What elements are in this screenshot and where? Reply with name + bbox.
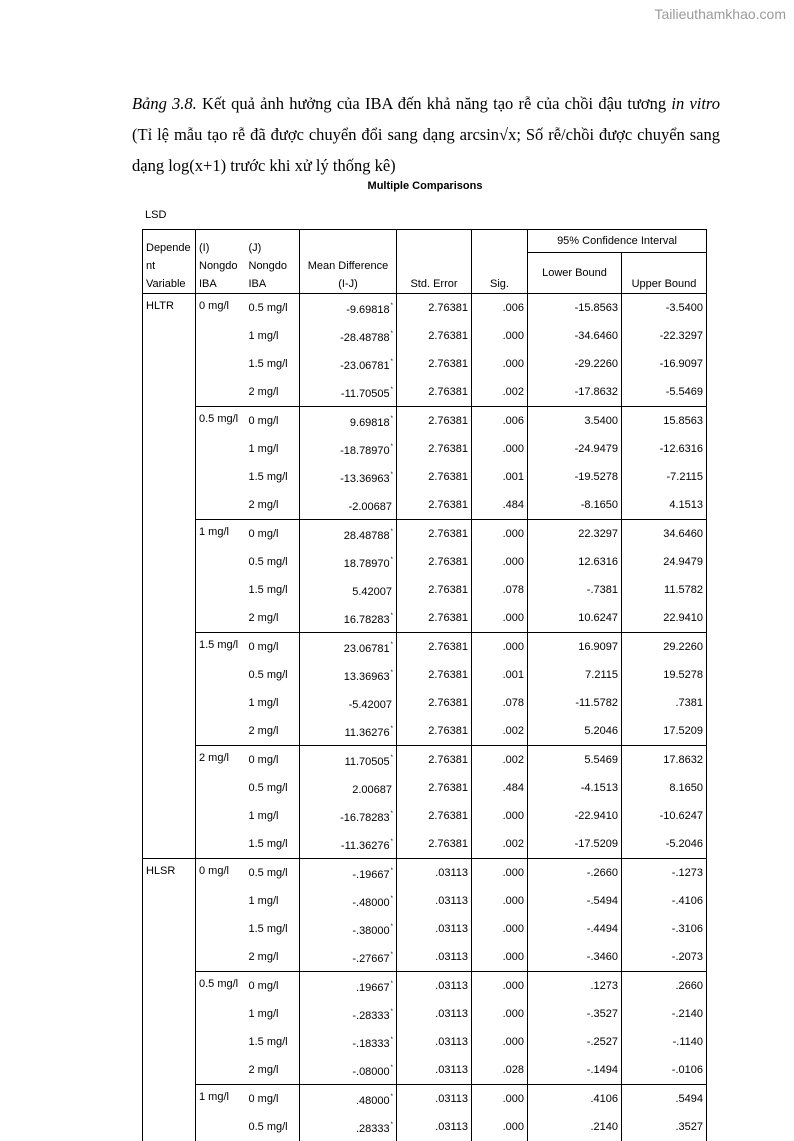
- sig-cell: .000: [472, 1028, 528, 1056]
- lower-bound-cell: -.5494: [528, 887, 622, 915]
- mean-difference-cell: .19667*: [300, 972, 397, 1001]
- j-level-cell: 0.5 mg/l: [246, 548, 300, 576]
- significance-star: *: [391, 811, 393, 817]
- sig-cell: .028: [472, 1056, 528, 1085]
- lower-bound-cell: 3.5400: [528, 407, 622, 436]
- i-level-cell: 0.5 mg/l: [196, 407, 246, 520]
- std-error-cell: 2.76381: [397, 491, 472, 520]
- upper-bound-cell: .5494: [622, 1085, 707, 1114]
- std-error-cell: .03113: [397, 1056, 472, 1085]
- i-level-cell: 0.5 mg/l: [196, 972, 246, 1085]
- std-error-cell: 2.76381: [397, 322, 472, 350]
- table-row: [143, 746, 707, 775]
- lower-bound-cell: .4106: [528, 1085, 622, 1114]
- j-level-cell: 1.5 mg/l: [246, 915, 300, 943]
- upper-bound-cell: 19.5278: [622, 661, 707, 689]
- std-error-cell: 2.76381: [397, 604, 472, 633]
- j-level-cell: 0 mg/l: [246, 746, 300, 775]
- significance-star: *: [391, 839, 393, 845]
- mean-difference-cell: -2.00687: [300, 491, 397, 520]
- j-level-cell: 1.5 mg/l: [246, 576, 300, 604]
- upper-bound-cell: -10.6247: [622, 802, 707, 830]
- lower-bound-cell: -.3460: [528, 943, 622, 972]
- sig-cell: .000: [472, 887, 528, 915]
- sig-cell: .000: [472, 915, 528, 943]
- sig-cell: .002: [472, 717, 528, 746]
- significance-star: *: [391, 1094, 393, 1100]
- mean-difference-cell: -.38000*: [300, 915, 397, 943]
- upper-bound-cell: 17.5209: [622, 717, 707, 746]
- upper-bound-cell: -22.3297: [622, 322, 707, 350]
- j-level-cell: 2 mg/l: [246, 1056, 300, 1085]
- caption-label: Bảng 3.8.: [132, 94, 197, 113]
- sig-cell: .000: [472, 943, 528, 972]
- sig-cell: .000: [472, 548, 528, 576]
- j-level-cell: 0.5 mg/l: [246, 859, 300, 888]
- sig-cell: .000: [472, 1113, 528, 1141]
- j-level-cell: 2 mg/l: [246, 717, 300, 746]
- upper-bound-cell: -7.2115: [622, 463, 707, 491]
- upper-bound-cell: .3527: [622, 1113, 707, 1141]
- significance-star: *: [391, 755, 393, 761]
- sig-cell: .000: [472, 633, 528, 662]
- table-row: [143, 1085, 707, 1114]
- lower-bound-cell: 12.6316: [528, 548, 622, 576]
- significance-star: *: [391, 557, 393, 563]
- mean-difference-cell: 28.48788*: [300, 520, 397, 549]
- i-level-cell: 2 mg/l: [196, 746, 246, 859]
- sig-cell: .006: [472, 407, 528, 436]
- lower-bound-cell: -24.9479: [528, 435, 622, 463]
- lower-bound-cell: -8.1650: [528, 491, 622, 520]
- mean-difference-cell: -.27667*: [300, 943, 397, 972]
- mean-difference-cell: -9.69818*: [300, 294, 397, 323]
- significance-star: *: [391, 670, 393, 676]
- significance-star: *: [391, 359, 393, 365]
- table-row: [143, 859, 707, 888]
- mean-difference-cell: 13.36963*: [300, 661, 397, 689]
- mean-difference-cell: -23.06781*: [300, 350, 397, 378]
- upper-bound-cell: -.3106: [622, 915, 707, 943]
- mean-difference-cell: 11.70505*: [300, 746, 397, 775]
- j-level-cell: 0 mg/l: [246, 633, 300, 662]
- lower-bound-cell: -34.6460: [528, 322, 622, 350]
- std-error-cell: 2.76381: [397, 576, 472, 604]
- sig-cell: .484: [472, 774, 528, 802]
- i-level-cell: 1.5 mg/l: [196, 633, 246, 746]
- significance-star: *: [391, 1037, 393, 1043]
- upper-bound-cell: 29.2260: [622, 633, 707, 662]
- table-row: [143, 972, 707, 1001]
- j-level-cell: 1 mg/l: [246, 802, 300, 830]
- lower-bound-cell: -15.8563: [528, 294, 622, 323]
- std-error-cell: 2.76381: [397, 294, 472, 323]
- j-level-cell: 1.5 mg/l: [246, 830, 300, 859]
- mean-difference-cell: .48000*: [300, 1085, 397, 1114]
- upper-bound-cell: .7381: [622, 689, 707, 717]
- std-error-cell: 2.76381: [397, 633, 472, 662]
- j-level-cell: 1 mg/l: [246, 1000, 300, 1028]
- header-i: (I) Nongdo IBA: [196, 230, 246, 294]
- mean-difference-cell: 16.78283*: [300, 604, 397, 633]
- j-level-cell: 0.5 mg/l: [246, 661, 300, 689]
- header-lower-bound: Lower Bound: [528, 253, 622, 294]
- std-error-cell: 2.76381: [397, 548, 472, 576]
- sig-cell: .000: [472, 322, 528, 350]
- sig-cell: .000: [472, 802, 528, 830]
- std-error-cell: .03113: [397, 1113, 472, 1141]
- i-level-cell: 0 mg/l: [196, 294, 246, 407]
- lower-bound-cell: -.7381: [528, 576, 622, 604]
- std-error-cell: 2.76381: [397, 378, 472, 407]
- significance-star: *: [391, 868, 393, 874]
- header-std-error: Std. Error: [397, 230, 472, 294]
- std-error-cell: .03113: [397, 1085, 472, 1114]
- mean-difference-cell: .28333*: [300, 1113, 397, 1141]
- sig-cell: .006: [472, 294, 528, 323]
- j-level-cell: 1.5 mg/l: [246, 1028, 300, 1056]
- header-sig: Sig.: [472, 230, 528, 294]
- caption-text-1: Kết quả ảnh hưởng của IBA đến khả năng tạo rễ của chồi đậu tương: [197, 94, 672, 113]
- header-upper-bound: Upper Bound: [622, 253, 707, 294]
- sig-cell: .000: [472, 520, 528, 549]
- std-error-cell: 2.76381: [397, 689, 472, 717]
- table-row: [143, 407, 707, 436]
- significance-star: *: [391, 1009, 393, 1015]
- lower-bound-cell: -.2527: [528, 1028, 622, 1056]
- significance-star: *: [391, 444, 393, 450]
- lower-bound-cell: -.2660: [528, 859, 622, 888]
- std-error-cell: 2.76381: [397, 717, 472, 746]
- upper-bound-cell: 11.5782: [622, 576, 707, 604]
- mean-difference-cell: 9.69818*: [300, 407, 397, 436]
- caption-italic: in vitro: [671, 94, 720, 113]
- i-level-cell: 0 mg/l: [196, 859, 246, 972]
- multiple-comparisons-table: [142, 229, 707, 1141]
- mean-difference-cell: -28.48788*: [300, 322, 397, 350]
- dependent-variable-cell: HLTR: [143, 294, 196, 859]
- std-error-cell: .03113: [397, 1000, 472, 1028]
- sig-cell: .002: [472, 830, 528, 859]
- std-error-cell: .03113: [397, 943, 472, 972]
- table-body: [143, 294, 707, 1141]
- mean-difference-cell: -16.78283*: [300, 802, 397, 830]
- sig-cell: .484: [472, 491, 528, 520]
- lower-bound-cell: 5.5469: [528, 746, 622, 775]
- mean-difference-cell: -.48000*: [300, 887, 397, 915]
- mean-difference-cell: -11.70505*: [300, 378, 397, 407]
- mean-difference-cell: -.19667*: [300, 859, 397, 888]
- sig-cell: .000: [472, 1000, 528, 1028]
- lower-bound-cell: 10.6247: [528, 604, 622, 633]
- upper-bound-cell: 8.1650: [622, 774, 707, 802]
- j-level-cell: 1 mg/l: [246, 322, 300, 350]
- sig-cell: .000: [472, 859, 528, 888]
- upper-bound-cell: -.2073: [622, 943, 707, 972]
- std-error-cell: 2.76381: [397, 350, 472, 378]
- lower-bound-cell: -29.2260: [528, 350, 622, 378]
- sig-cell: .001: [472, 463, 528, 491]
- header-dependent-variable: Depende nt Variable: [143, 230, 196, 294]
- significance-star: *: [391, 472, 393, 478]
- mean-difference-cell: -18.78970*: [300, 435, 397, 463]
- upper-bound-cell: -3.5400: [622, 294, 707, 323]
- lower-bound-cell: -19.5278: [528, 463, 622, 491]
- significance-star: *: [391, 416, 393, 422]
- j-level-cell: 0 mg/l: [246, 972, 300, 1001]
- j-level-cell: 2 mg/l: [246, 604, 300, 633]
- j-level-cell: 0 mg/l: [246, 407, 300, 436]
- j-level-cell: 0 mg/l: [246, 520, 300, 549]
- significance-star: *: [391, 726, 393, 732]
- watermark: Tailieuthamkhao.com: [654, 6, 786, 22]
- significance-star: *: [391, 613, 393, 619]
- lower-bound-cell: 16.9097: [528, 633, 622, 662]
- mean-difference-cell: 18.78970*: [300, 548, 397, 576]
- upper-bound-cell: -.0106: [622, 1056, 707, 1085]
- upper-bound-cell: -.1273: [622, 859, 707, 888]
- significance-star: *: [391, 924, 393, 930]
- significance-star: *: [391, 303, 393, 309]
- sig-cell: .078: [472, 689, 528, 717]
- std-error-cell: .03113: [397, 915, 472, 943]
- upper-bound-cell: -16.9097: [622, 350, 707, 378]
- significance-star: *: [391, 952, 393, 958]
- std-error-cell: 2.76381: [397, 463, 472, 491]
- significance-star: *: [391, 1065, 393, 1071]
- std-error-cell: .03113: [397, 859, 472, 888]
- std-error-cell: .03113: [397, 887, 472, 915]
- lower-bound-cell: -.4494: [528, 915, 622, 943]
- caption-text-2: (Tỉ lệ mẫu tạo rễ đã được chuyển đổi sang dạng arcsin√x; Số rễ/chồi được chuyển sang dạng log(x+1) trước khi xử lý thống kê): [132, 125, 720, 175]
- std-error-cell: 2.76381: [397, 661, 472, 689]
- lower-bound-cell: -11.5782: [528, 689, 622, 717]
- j-level-cell: 0.5 mg/l: [246, 774, 300, 802]
- lower-bound-cell: -22.9410: [528, 802, 622, 830]
- std-error-cell: .03113: [397, 972, 472, 1001]
- upper-bound-cell: -5.5469: [622, 378, 707, 407]
- std-error-cell: 2.76381: [397, 435, 472, 463]
- mean-difference-cell: -11.36276*: [300, 830, 397, 859]
- lower-bound-cell: -.1494: [528, 1056, 622, 1085]
- table-caption: [132, 88, 720, 181]
- dependent-variable-cell: HLSR: [143, 859, 196, 1141]
- sig-cell: .002: [472, 378, 528, 407]
- upper-bound-cell: 17.8632: [622, 746, 707, 775]
- header-confidence-interval: 95% Confidence Interval: [528, 230, 707, 253]
- table-title: Multiple Comparisons: [0, 180, 794, 192]
- sig-cell: .000: [472, 604, 528, 633]
- header-mean-difference: Mean Difference (I-J): [300, 230, 397, 294]
- significance-star: *: [391, 529, 393, 535]
- table-row: [143, 520, 707, 549]
- j-level-cell: 0.5 mg/l: [246, 1113, 300, 1141]
- upper-bound-cell: -.2140: [622, 1000, 707, 1028]
- std-error-cell: 2.76381: [397, 407, 472, 436]
- j-level-cell: 2 mg/l: [246, 943, 300, 972]
- sig-cell: .001: [472, 661, 528, 689]
- sig-cell: .002: [472, 746, 528, 775]
- j-level-cell: 1 mg/l: [246, 887, 300, 915]
- mean-difference-cell: 5.42007: [300, 576, 397, 604]
- lower-bound-cell: 22.3297: [528, 520, 622, 549]
- mean-difference-cell: -.08000*: [300, 1056, 397, 1085]
- mean-difference-cell: 2.00687: [300, 774, 397, 802]
- lower-bound-cell: 5.2046: [528, 717, 622, 746]
- std-error-cell: 2.76381: [397, 774, 472, 802]
- lower-bound-cell: 7.2115: [528, 661, 622, 689]
- lower-bound-cell: -17.5209: [528, 830, 622, 859]
- sig-cell: .078: [472, 576, 528, 604]
- lower-bound-cell: -4.1513: [528, 774, 622, 802]
- table-row: [143, 294, 707, 323]
- significance-star: *: [391, 981, 393, 987]
- mean-difference-cell: -.18333*: [300, 1028, 397, 1056]
- std-error-cell: 2.76381: [397, 802, 472, 830]
- j-level-cell: 0 mg/l: [246, 1085, 300, 1114]
- upper-bound-cell: 34.6460: [622, 520, 707, 549]
- j-level-cell: 1 mg/l: [246, 689, 300, 717]
- mean-difference-cell: 11.36276*: [300, 717, 397, 746]
- significance-star: *: [391, 642, 393, 648]
- method-label: LSD: [145, 209, 166, 221]
- mean-difference-cell: 23.06781*: [300, 633, 397, 662]
- j-level-cell: 1.5 mg/l: [246, 463, 300, 491]
- i-level-cell: 1 mg/l: [196, 1085, 246, 1141]
- j-level-cell: 1.5 mg/l: [246, 350, 300, 378]
- significance-star: *: [391, 387, 393, 393]
- upper-bound-cell: .2660: [622, 972, 707, 1001]
- significance-star: *: [391, 896, 393, 902]
- lower-bound-cell: -17.8632: [528, 378, 622, 407]
- upper-bound-cell: -5.2046: [622, 830, 707, 859]
- std-error-cell: 2.76381: [397, 520, 472, 549]
- lower-bound-cell: -.3527: [528, 1000, 622, 1028]
- table-row: [143, 633, 707, 662]
- j-level-cell: 0.5 mg/l: [246, 294, 300, 323]
- sig-cell: .000: [472, 435, 528, 463]
- upper-bound-cell: 4.1513: [622, 491, 707, 520]
- mean-difference-cell: -13.36963*: [300, 463, 397, 491]
- std-error-cell: 2.76381: [397, 746, 472, 775]
- upper-bound-cell: -.4106: [622, 887, 707, 915]
- upper-bound-cell: 22.9410: [622, 604, 707, 633]
- sig-cell: .000: [472, 1085, 528, 1114]
- sig-cell: .000: [472, 972, 528, 1001]
- j-level-cell: 2 mg/l: [246, 491, 300, 520]
- mean-difference-cell: -5.42007: [300, 689, 397, 717]
- upper-bound-cell: 15.8563: [622, 407, 707, 436]
- i-level-cell: 1 mg/l: [196, 520, 246, 633]
- mean-difference-cell: -.28333*: [300, 1000, 397, 1028]
- upper-bound-cell: -12.6316: [622, 435, 707, 463]
- significance-star: *: [391, 1122, 393, 1128]
- significance-star: *: [391, 331, 393, 337]
- upper-bound-cell: 24.9479: [622, 548, 707, 576]
- header-j: (J) Nongdo IBA: [246, 230, 300, 294]
- std-error-cell: .03113: [397, 1028, 472, 1056]
- lower-bound-cell: .1273: [528, 972, 622, 1001]
- j-level-cell: 1 mg/l: [246, 435, 300, 463]
- j-level-cell: 2 mg/l: [246, 378, 300, 407]
- sig-cell: .000: [472, 350, 528, 378]
- std-error-cell: 2.76381: [397, 830, 472, 859]
- lower-bound-cell: .2140: [528, 1113, 622, 1141]
- upper-bound-cell: -.1140: [622, 1028, 707, 1056]
